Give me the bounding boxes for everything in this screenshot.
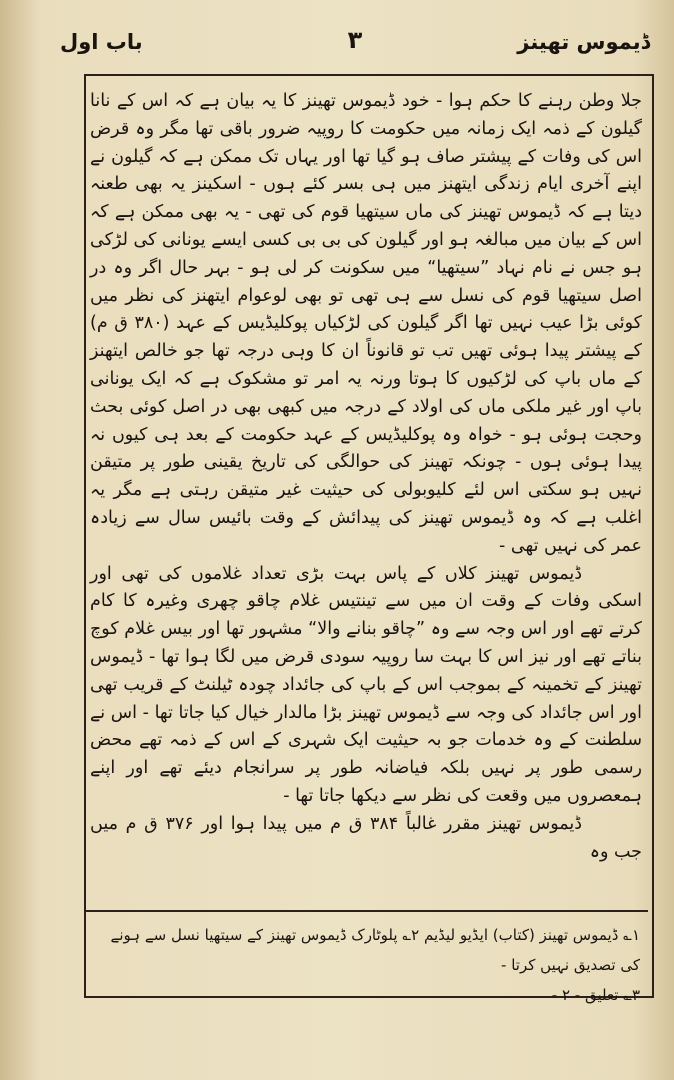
- footnote-2: ۳؎ تعلیق - ۲ -: [551, 986, 640, 1004]
- paragraph-2: ڈیموس تھینز کلاں کے پاس بہت بڑی تعداد غلاموں کی تھی اور اسکی وفات کے وقت ان میں سے تینتیس غلام چاقو چھری وغیرہ کا کام کرتے تھے اور اس وجہ سے وہ ”چاقو بنانے والا“ مشہور تھا اور بیس غلام کوچ بناتے تھے اور نیز اس کا بہت سا روپیہ سودی قرض میں لگا ہوا تھا - ڈیموس تھینز کے تخمینہ کے بموجب اس کے باپ کی جائداد چودہ ٹیلنٹ کے قریب تھی اور اس جائداد کی وجہ سے ڈیموس تھینز بڑا مالدار خیال کیا جاتا تھا - اس نے سلطنت کے وہ خدمات جو بہ حیثیت ایک شہری کے اس کے ذمہ تھے محض رسمی طور پر نہیں بلکہ فیاضانہ طور پر سرانجام دیئے تھے اور اپنے ہمعصروں میں وقعت کی نظر سے دیکھا جاتا تھا -: [90, 563, 642, 806]
- page-header: [60, 26, 650, 60]
- footnote-divider: [86, 910, 648, 912]
- page-number: ۳: [347, 26, 363, 54]
- chapter-title: باب اول: [60, 30, 143, 54]
- paragraph-1: جلا وطن رہنے کا حکم ہوا - خود ڈیموس تھینز کا یہ بیان ہے کہ اس کے نانا گیلون کے ذمہ ایک زمانہ میں حکومت کا روپیہ ضرور باقی تھا مگر وہ قرض اس کی وفات کے پیشتر صاف ہو گیا تھا اور یہاں تک ممکن ہے کہ گیلون نے اپنے آخری ایام زندگی ایتھنز میں ہی بسر کئے ہوں - اسکینز یہ بھی طعنہ دیتا ہے کہ ڈیموس تھینز کی ماں سیتھیا قوم کی تھی - یہ بھی ممکن ہے کہ اس کے بیان میں مبالغہ ہو اور گیلون کی بی بی کسی ایسے یونانی کی لڑکی ہو جس نے نام نہاد ”سیتھیا“ میں سکونت کر لی ہو - بہر حال اگر وہ در اصل سیتھیا قوم کی نسل سے ہی تھی تو بھی لوعوام ایتھنز کی نظر میں کوئی بڑا عیب نہیں تھا اگر گیلون کی لڑکیاں پوکلیڈیس کے عہد (۳۸۰ ق م) کے پیشتر پیدا ہوئی تھیں تب تو قانوناً ان کا وہی درجہ تھا جو خالص ایتھنز کے ماں باپ کی لڑکیوں کا ہوتا ورنہ یہ امر تو مشکوک ہے کہ ایک یونانی باپ اور غیر ملکی ماں کی اولاد کے درجہ میں کبھی بھی در اصل کوئی بحث وحجت ہوئی ہو - خواہ وہ پوکلیڈیس کے عہد حکومت کے بعد ہی کیوں نہ پیدا ہوئی ہوں - چونکہ تھینز کی حوالگی کی تاریخ یقینی طور پر متیقن نہیں ہو سکتی اس لئے کلیوبولی کی حیثیت غیر متیقن رہتی ہے مگر یہ اغلب ہے کہ وہ ڈیموس تھینز کی پیدائش کے وقت بائیس سال سے زیادہ عمر کی نہیں تھی -: [90, 91, 642, 556]
- footnotes: [92, 920, 640, 1010]
- running-title: ڈیموس تھینز: [517, 30, 650, 54]
- body-text: [90, 88, 642, 866]
- footnote-1: ۱؎ ڈیموس تھینز (کتاب) ایڈیو لیڈیم ۲؎ پلوٹارک ڈیموس تھینز کے سیتھیا نسل سے ہونے کی تصدیق نہیں کرتا -: [110, 926, 640, 974]
- paragraph-3: ڈیموس تھینز مقرر غالباً ۳۸۴ ق م میں پیدا ہوا اور ۳۷۶ ق م میں جب وہ: [90, 813, 642, 862]
